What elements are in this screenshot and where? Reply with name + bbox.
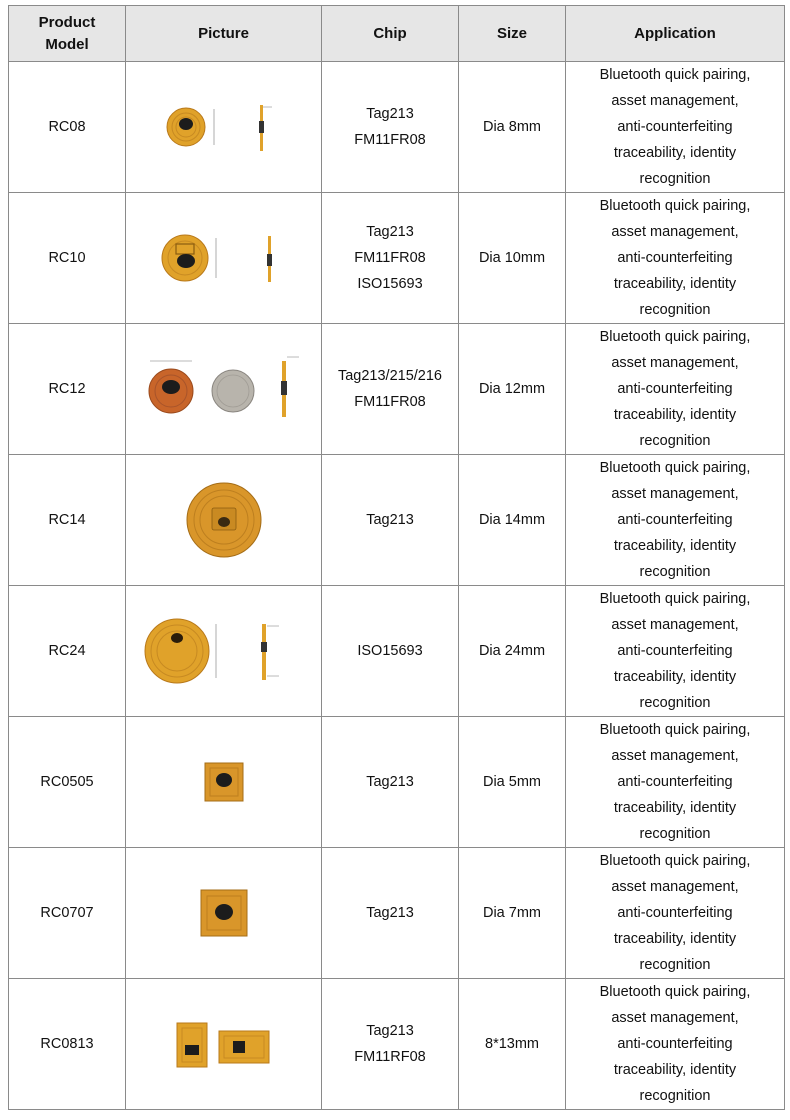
size-cell: 8*13mm [459, 979, 566, 1110]
table-row [9, 62, 785, 193]
picture-cell [126, 193, 322, 324]
application-cell: Bluetooth quick pairing, asset management, anti-counterfeiting traceability, identity recognition [566, 193, 785, 324]
header-product-model: Product Model [9, 6, 126, 62]
header-chip: Chip [322, 6, 459, 62]
chip-cell: Tag213/215/216 FM11FR08 [322, 324, 459, 455]
chip-cell: Tag213 [322, 848, 459, 979]
model-cell: RC10 [9, 193, 126, 324]
table-row [9, 193, 785, 324]
model-cell: RC12 [9, 324, 126, 455]
size-cell: Dia 24mm [459, 586, 566, 717]
picture-cell [126, 848, 322, 979]
application-cell: Bluetooth quick pairing, asset management, anti-counterfeiting traceability, identity recognition [566, 717, 785, 848]
model-cell: RC0505 [9, 717, 126, 848]
table-row [9, 586, 785, 717]
rc08-tag-image [164, 97, 284, 157]
size-cell: Dia 8mm [459, 62, 566, 193]
rc0707-tag-image [198, 887, 250, 939]
application-cell: Bluetooth quick pairing, asset management, anti-counterfeiting traceability, identity recognition [566, 455, 785, 586]
application-cell: Bluetooth quick pairing, asset management, anti-counterfeiting traceability, identity recognition [566, 62, 785, 193]
chip-cell: Tag213 FM11FR08 [322, 62, 459, 193]
model-cell: RC24 [9, 586, 126, 717]
size-cell: Dia 7mm [459, 848, 566, 979]
picture-cell [126, 62, 322, 193]
application-cell: Bluetooth quick pairing, asset management, anti-counterfeiting traceability, identity recognition [566, 848, 785, 979]
rc0505-tag-image [202, 760, 246, 804]
model-cell: RC0707 [9, 848, 126, 979]
rc12-tag-image [144, 351, 304, 427]
table-row [9, 848, 785, 979]
picture-cell [126, 455, 322, 586]
header-picture: Picture [126, 6, 322, 62]
product-table [8, 5, 785, 1110]
model-cell: RC0813 [9, 979, 126, 1110]
rc14-tag-image [184, 480, 264, 560]
table-header-row [9, 6, 785, 62]
picture-cell [126, 586, 322, 717]
picture-cell [126, 979, 322, 1110]
rc24-tag-image [144, 616, 304, 686]
chip-cell: Tag213 FM11RF08 [322, 979, 459, 1110]
chip-cell: Tag213 FM11FR08 ISO15693 [322, 193, 459, 324]
size-cell: Dia 5mm [459, 717, 566, 848]
table-row [9, 979, 785, 1110]
header-size: Size [459, 6, 566, 62]
model-cell: RC14 [9, 455, 126, 586]
table-row [9, 324, 785, 455]
table-row [9, 455, 785, 586]
picture-cell [126, 324, 322, 455]
application-cell: Bluetooth quick pairing, asset management, anti-counterfeiting traceability, identity recognition [566, 586, 785, 717]
header-application: Application [566, 6, 785, 62]
rc0813-tag-image [169, 1019, 279, 1069]
size-cell: Dia 10mm [459, 193, 566, 324]
rc10-tag-image [159, 228, 289, 288]
picture-cell [126, 717, 322, 848]
chip-cell: ISO15693 [322, 586, 459, 717]
model-cell: RC08 [9, 62, 126, 193]
size-cell: Dia 14mm [459, 455, 566, 586]
chip-cell: Tag213 [322, 717, 459, 848]
size-cell: Dia 12mm [459, 324, 566, 455]
chip-cell: Tag213 [322, 455, 459, 586]
application-cell: Bluetooth quick pairing, asset management, anti-counterfeiting traceability, identity recognition [566, 979, 785, 1110]
application-cell: Bluetooth quick pairing, asset management, anti-counterfeiting traceability, identity recognition [566, 324, 785, 455]
table-row [9, 717, 785, 848]
